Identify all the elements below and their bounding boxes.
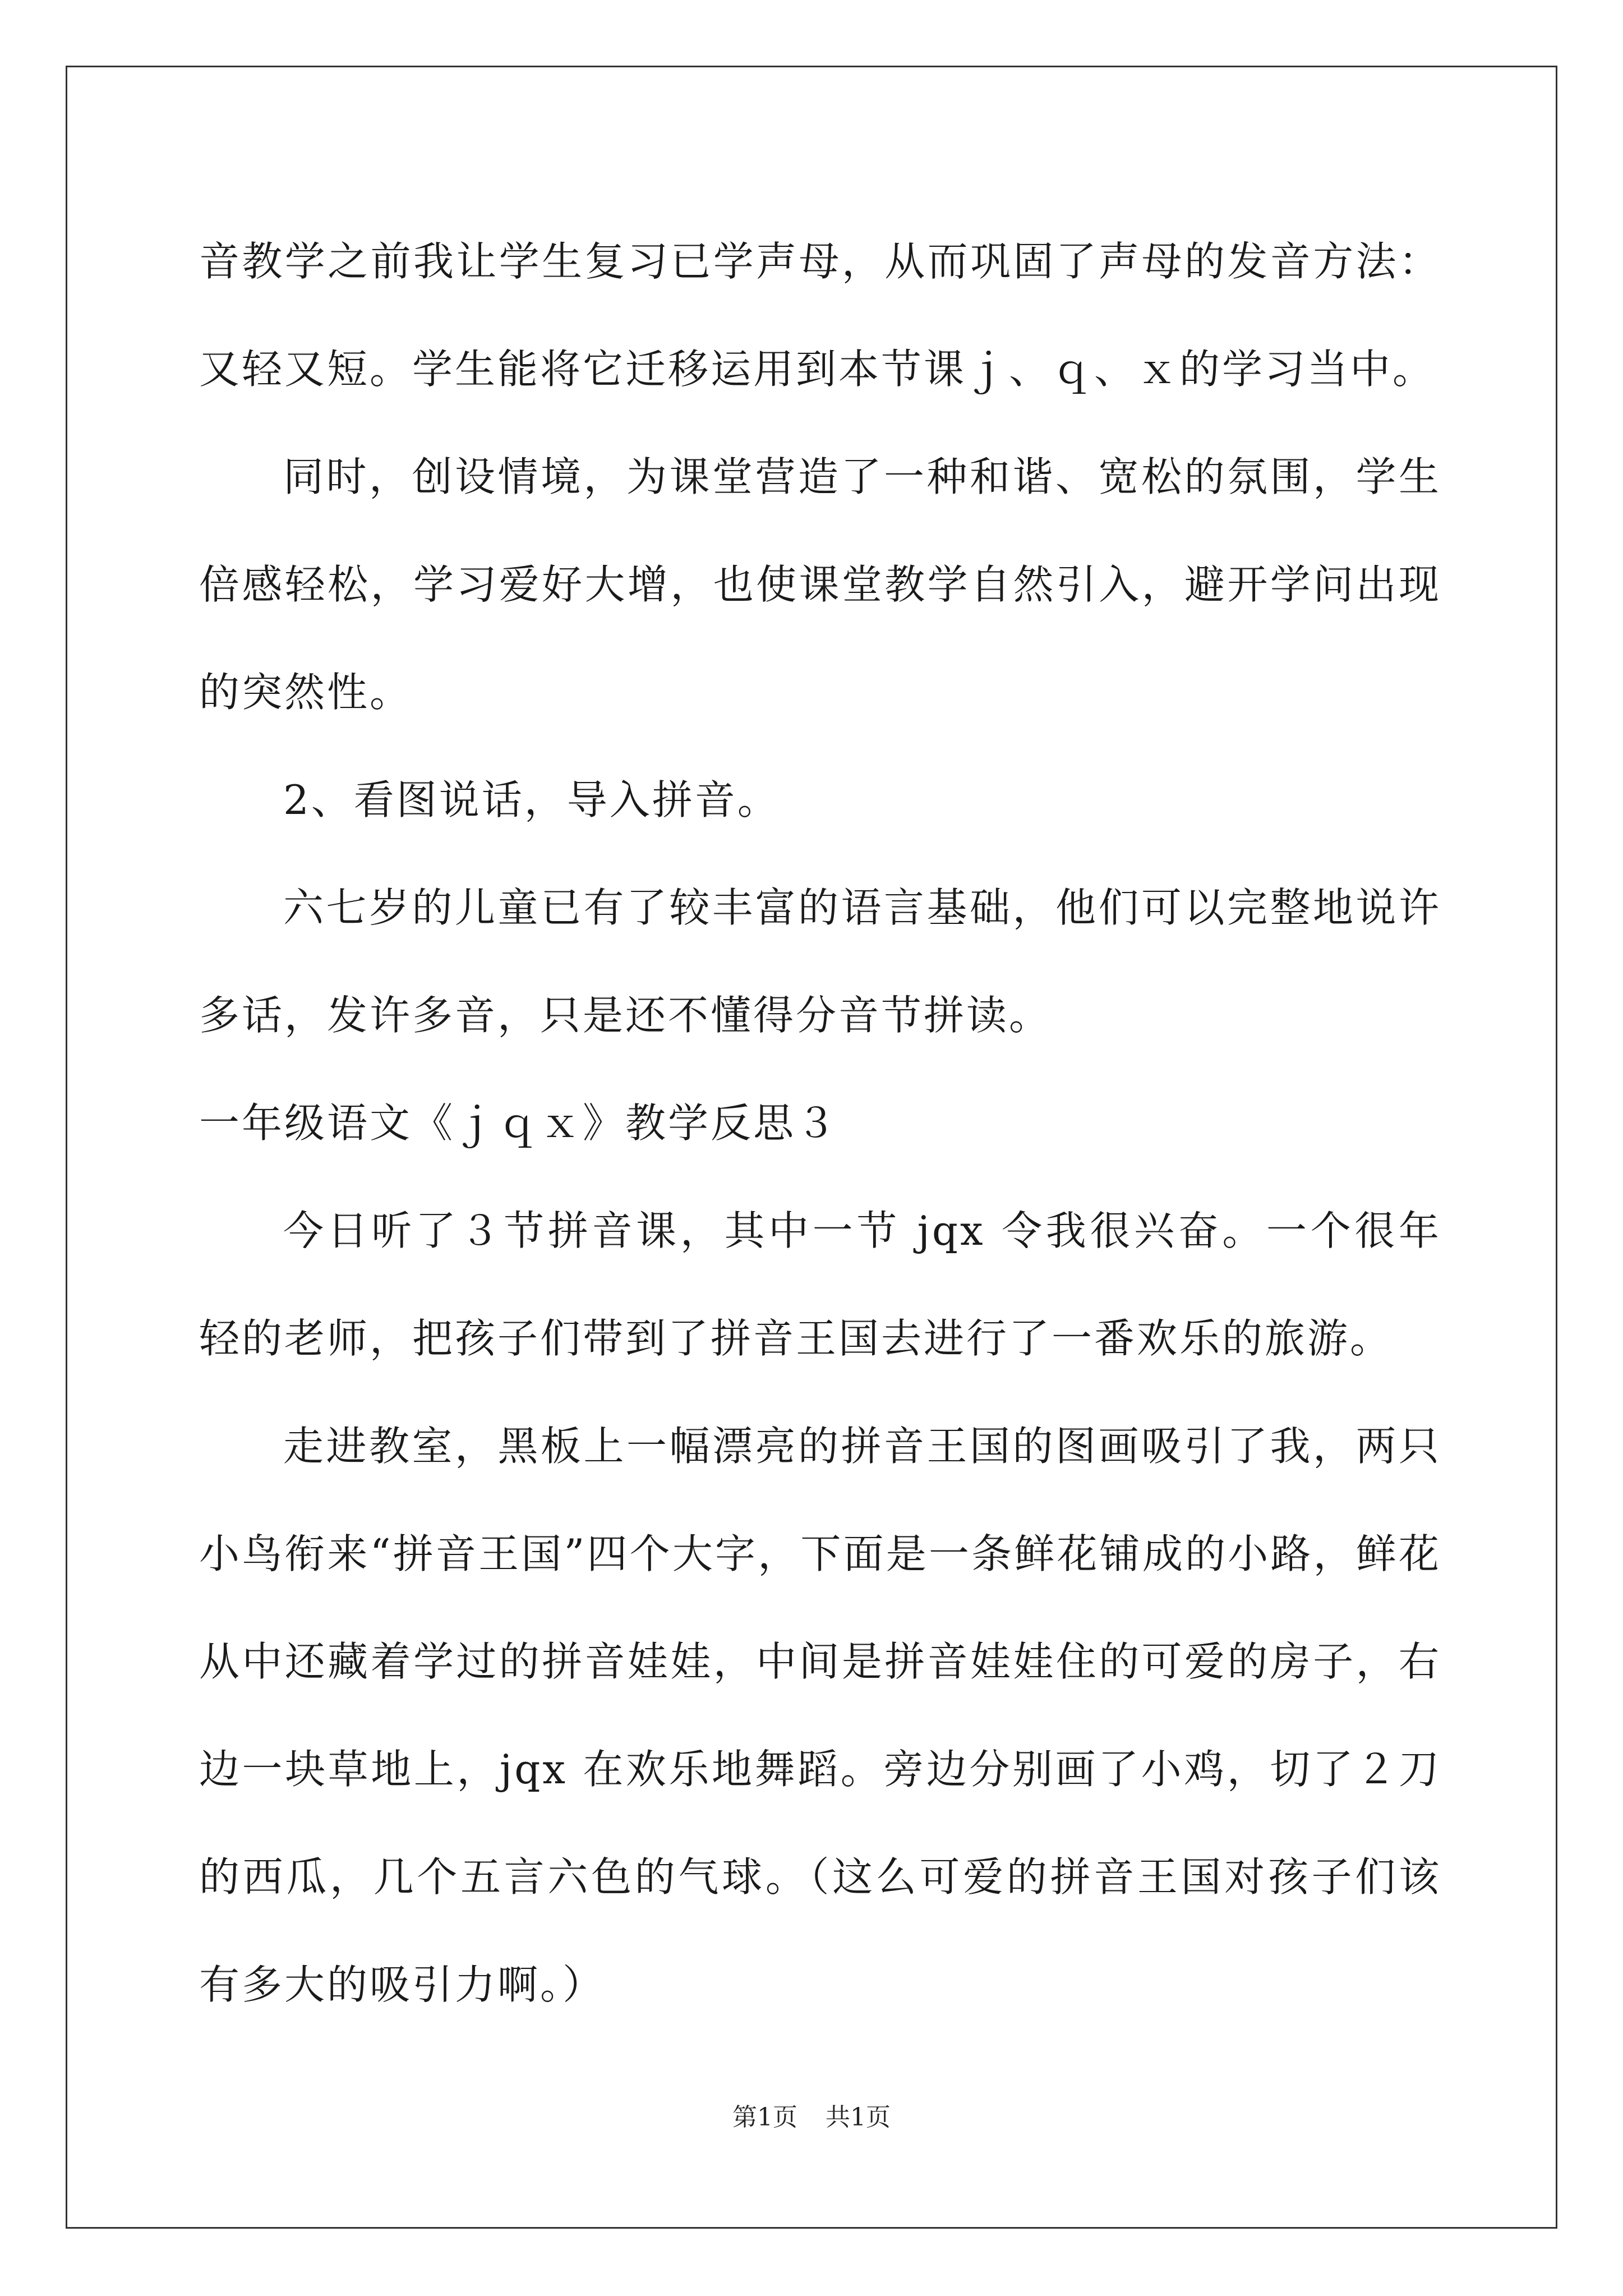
page-footer bbox=[0, 2101, 1623, 2134]
page-number: 第1页 bbox=[732, 2103, 797, 2132]
paragraph: 今日听了３节拼音课，其中一节 jqx 令我很兴奋。一个很年轻的老师，把孩子们带到了拼音王国去进行了一番欢乐的旅游。 bbox=[199, 1207, 1441, 1362]
paragraph: 同时，创设情境，为课堂营造了一种和谐、宽松的氛围，学生倍感轻松，学习爱好大增，也使课堂教学自然引入，避开学问出现的突然性。 bbox=[199, 453, 1441, 716]
paragraph: 六七岁的儿童已有了较丰富的语言基础，他们可以完整地说许多话，发许多音，只是还不懂得分音节拼读。 bbox=[199, 884, 1441, 1039]
paragraph: 音教学之前我让学生复习已学声母，从而巩固了声母的发音方法：又轻又短。学生能将它迁移运用到本节课ｊ、ｑ、ｘ的学习当中。 bbox=[199, 238, 1441, 393]
paragraph: 2、看图说话，导入拼音。 bbox=[283, 776, 780, 823]
section-heading: 一年级语文《ｊｑｘ》教学反思３ bbox=[199, 1099, 839, 1147]
document-body bbox=[199, 208, 1441, 2039]
paragraph: 走进教室，黑板上一幅漂亮的拼音王国的图画吸引了我，两只小鸟衔来“拼音王国”四个大字，下面是一条鲜花铺成的小路，鲜花从中还藏着学过的拼音娃娃，中间是拼音娃娃住的可爱的房子，右边一块草地上，jqx 在欢乐地舞蹈。旁边分别画了小鸡，切了２刀的西瓜，几个五言六色的气球。（这么可爱的拼音王国对孩子们该有多大的吸引力啊。） bbox=[199, 1423, 1441, 2008]
page-total: 共1页 bbox=[826, 2103, 891, 2132]
